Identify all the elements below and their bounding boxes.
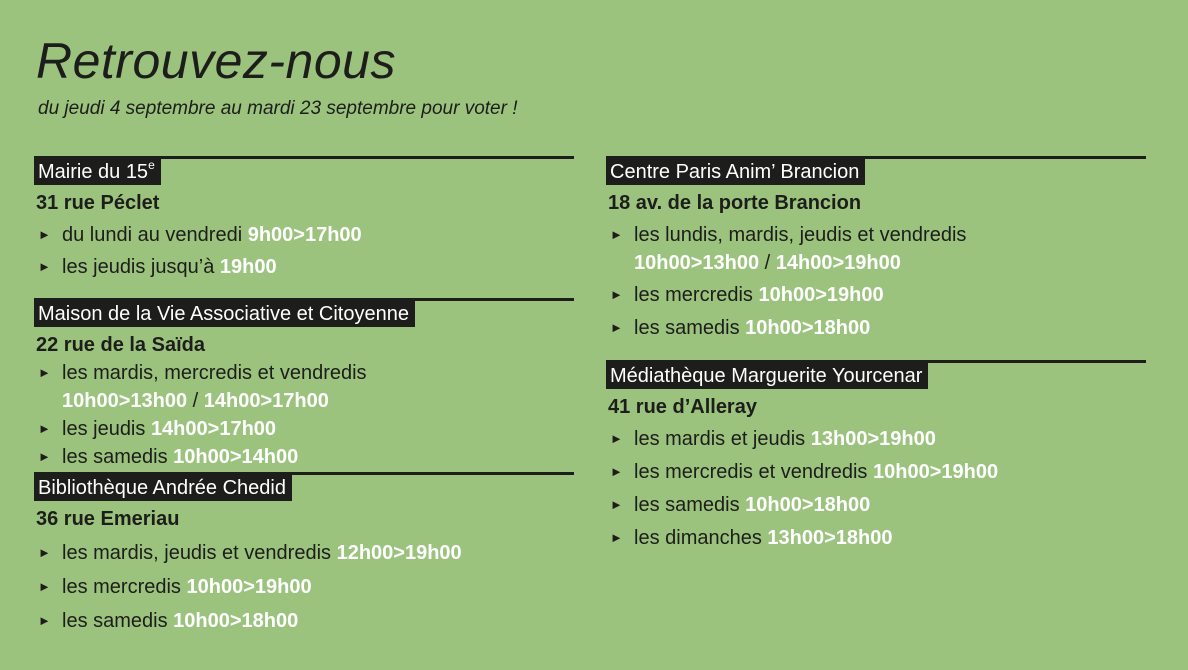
venue-header (34, 472, 574, 503)
arrow-icon: ► (610, 287, 623, 302)
arrow-icon: ► (38, 365, 51, 380)
opening-hours: 19h00 (219, 256, 277, 278)
opening-hours: 12h00>19h00 (336, 542, 462, 564)
schedule-item: ► les mardis, mercredis et vendredis 10h00>13h00 / 14h00>17h00 (34, 359, 574, 415)
venue-header (34, 298, 574, 329)
opening-hours: 10h00>18h00 (173, 610, 299, 632)
schedule-item: ► les samedis 10h00>18h00 (34, 607, 574, 635)
opening-hours: 10h00>18h00 (745, 317, 871, 339)
venue-address: 18 av. de la porte Brancion (608, 192, 862, 214)
schedule-list (34, 359, 574, 471)
schedule-list (34, 221, 574, 281)
opening-hours: 14h00>17h00 (150, 418, 277, 440)
page-title: Retrouvez-nous (36, 33, 396, 89)
venue-name: Centre Paris Anim’ Brancion (606, 159, 865, 185)
opening-hours: 10h00>19h00 (758, 284, 884, 306)
opening-hours: 14h00>17h00 (203, 390, 329, 412)
schedule-item: ► les mercredis et vendredis 10h00>19h00 (606, 458, 1146, 486)
venue-name: Bibliothèque Andrée Chedid (34, 475, 292, 501)
schedule-item: ► les samedis 10h00>18h00 (606, 491, 1146, 519)
schedule-item: ► les jeudis 14h00>17h00 (34, 415, 574, 443)
arrow-icon: ► (610, 431, 623, 446)
schedule-item: ► les samedis 10h00>14h00 (34, 443, 574, 471)
schedule-item: ► les dimanches 13h00>18h00 (606, 524, 1146, 552)
venue-mediatheque-yourcenar (606, 360, 1146, 552)
arrow-icon: ► (610, 320, 623, 335)
page-subtitle: du jeudi 4 septembre au mardi 23 septembre pour voter ! (38, 98, 518, 119)
venue-header (606, 156, 1146, 187)
opening-hours: 9h00>17h00 (247, 224, 362, 246)
schedule-item: ► les mardis et jeudis 13h00>19h00 (606, 425, 1146, 453)
schedule-item: ► les mercredis 10h00>19h00 (606, 281, 1146, 309)
venue-address: 31 rue Péclet (36, 192, 160, 214)
opening-hours: 10h00>13h00 (634, 252, 760, 274)
left-column (34, 156, 574, 635)
venue-header (34, 156, 574, 187)
venue-centre-brancion (606, 156, 1146, 360)
venue-maison-vie-associative (34, 298, 574, 472)
arrow-icon: ► (38, 227, 51, 242)
arrow-icon: ► (38, 421, 51, 436)
right-column (606, 156, 1146, 552)
arrow-icon: ► (610, 530, 623, 545)
opening-hours: 10h00>19h00 (872, 461, 999, 483)
schedule-item: ► les samedis 10h00>18h00 (606, 314, 1146, 342)
schedule-list (606, 425, 1146, 552)
arrow-icon: ► (38, 613, 51, 628)
venue-address: 22 rue de la Saïda (36, 334, 205, 356)
opening-hours: 10h00>13h00 (62, 390, 188, 412)
arrow-icon: ► (38, 259, 51, 274)
venue-name: Maison de la Vie Associative et Citoyenne (34, 301, 415, 327)
schedule-list (606, 221, 1146, 342)
venue-header (606, 360, 1146, 391)
schedule-item: ► les mardis, jeudis et vendredis 12h00>19h00 (34, 539, 574, 567)
venue-bibliotheque-chedid (34, 472, 574, 635)
arrow-icon: ► (610, 227, 623, 242)
arrow-icon: ► (38, 545, 51, 560)
opening-hours: 14h00>19h00 (775, 252, 901, 274)
schedule-item: ► les mercredis 10h00>19h00 (34, 573, 574, 601)
arrow-icon: ► (610, 464, 623, 479)
opening-hours: 13h00>18h00 (767, 527, 893, 549)
venue-name: Médiathèque Marguerite Yourcenar (606, 363, 928, 389)
arrow-icon: ► (38, 449, 51, 464)
arrow-icon: ► (610, 497, 623, 512)
schedule-item: ► les jeudis jusqu’à 19h00 (34, 253, 574, 281)
arrow-icon: ► (38, 579, 51, 594)
schedule-item: ► les lundis, mardis, jeudis et vendredis 10h00>13h00 / 14h00>19h00 (606, 221, 1146, 277)
opening-hours: 10h00>18h00 (745, 494, 871, 516)
venue-address: 36 rue Emeriau (36, 508, 180, 530)
opening-hours: 10h00>19h00 (186, 576, 312, 598)
schedule-list (34, 539, 574, 635)
schedule-item: ► du lundi au vendredi 9h00>17h00 (34, 221, 574, 249)
opening-hours: 10h00>14h00 (173, 446, 299, 468)
venue-mairie (34, 156, 574, 298)
venue-name: Mairie du 15e (34, 159, 161, 185)
venue-address: 41 rue d’Alleray (608, 396, 757, 418)
opening-hours: 13h00>19h00 (810, 428, 936, 450)
